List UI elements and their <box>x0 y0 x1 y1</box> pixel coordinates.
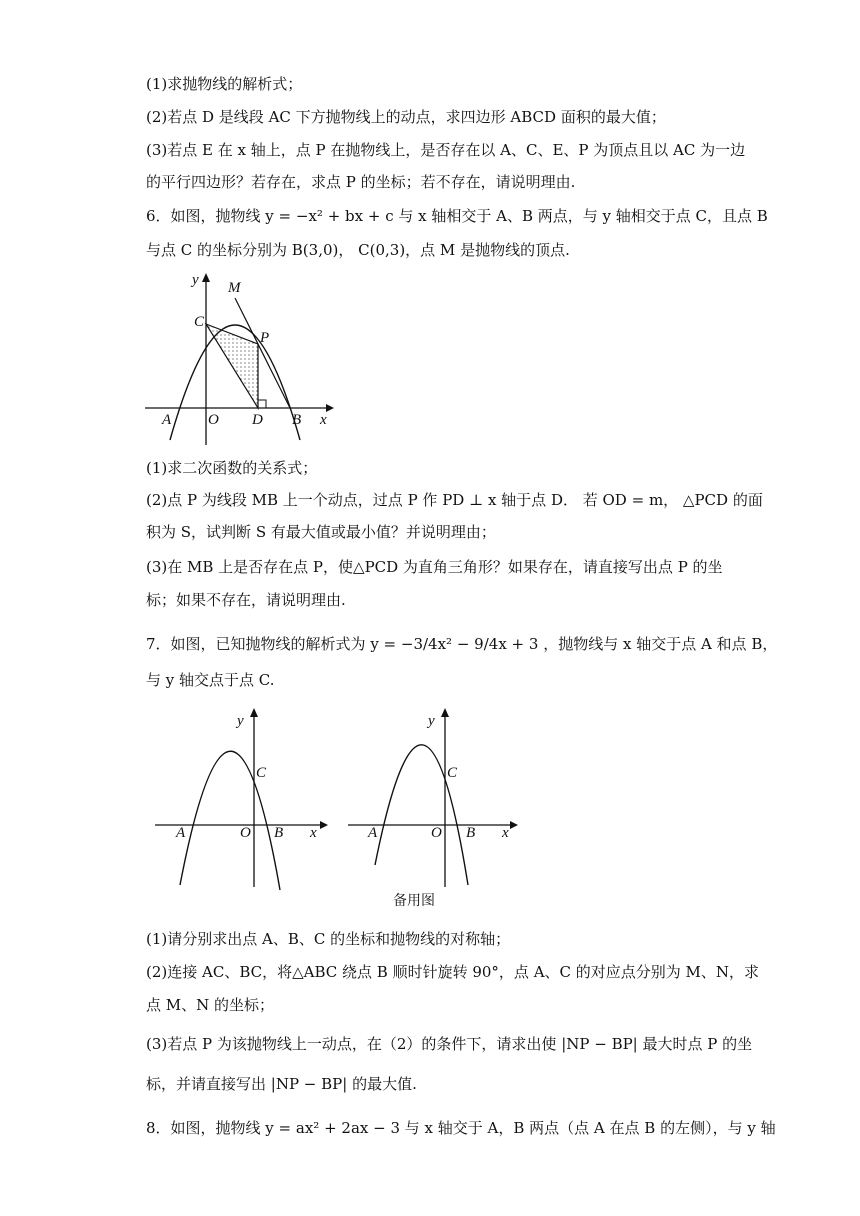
fig7a-label-B: B <box>274 825 284 841</box>
fig6-label-D: D <box>252 412 263 428</box>
fig7b-label-O: O <box>431 825 442 841</box>
text-line: (3)若点 P 为该抛物线上一动点，在（2）的条件下，请求出使 |NP − BP| 最大时点 P 的坐 <box>146 1035 753 1053</box>
fig6-label-C: C <box>194 314 205 330</box>
fig7a-label-A: A <box>176 825 186 841</box>
text-line: 标，并请直接写出 |NP − BP| 的最大值. <box>146 1075 417 1093</box>
figure-problem-6 <box>140 270 340 450</box>
fig6-label-x: x <box>320 412 327 428</box>
text-line: (1)求二次函数的关系式； <box>146 459 318 477</box>
text-line: 与点 C 的坐标分别为 B(3,0)， C(0,3)，点 M 是抛物线的顶点. <box>146 241 570 259</box>
fig7a-label-C: C <box>256 765 267 781</box>
text-line: (2)点 P 为线段 MB 上一个动点，过点 P 作 PD ⊥ x 轴于点 D． 若 OD = m， △PCD 的面 <box>146 491 763 509</box>
fig7a-label-x: x <box>310 825 317 841</box>
text-line: 积为 S，试判断 S 有最大值或最小值？并说明理由； <box>146 523 496 541</box>
fig7b-label-B: B <box>466 825 476 841</box>
fig7b-label-y: y <box>428 713 435 729</box>
text-line: 与 y 轴交点于点 C. <box>146 671 275 689</box>
fig7a-label-y: y <box>237 713 244 729</box>
text-line: (2)连接 AC、BC，将△ABC 绕点 B 顺时针旋转 90°，点 A、C 的对应点分别为 M、N，求 <box>146 963 760 981</box>
fig6-label-M: M <box>228 280 241 296</box>
fig7b-label-A: A <box>368 825 378 841</box>
text-line: 8．如图，抛物线 y = ax² + 2ax − 3 与 x 轴交于 A，B 两点（点 A 在点 B 的左侧），与 y 轴 <box>146 1119 776 1137</box>
text-line: (1)求抛物线的解析式； <box>146 75 303 93</box>
fig6-label-y: y <box>192 272 199 288</box>
figure-problem-7 <box>150 705 530 895</box>
text-line: (3)在 MB 上是否存在点 P，使△PCD 为直角三角形？如果存在，请直接写出点 P 的坐 <box>146 558 723 576</box>
fig6-label-P: P <box>260 330 270 346</box>
text-line: 7．如图，已知抛物线的解析式为 y = −3/4x² − 9/4x + 3 ，抛物线与 x 轴交于点 A 和点 B， <box>146 635 778 653</box>
fig7b-label-C: C <box>447 765 458 781</box>
text-line: 6．如图，抛物线 y = −x² + bx + c 与 x 轴相交于 A、B 两点，与 y 轴相交于点 C，且点 B <box>146 207 768 225</box>
fig6-label-A: A <box>162 412 172 428</box>
text-line: 点 M、N 的坐标； <box>146 996 275 1014</box>
fig6-label-O: O <box>208 412 219 428</box>
text-line: (3)若点 E 在 x 轴上，点 P 在抛物线上，是否存在以 A、C、E、P 为顶点且以 AC 为一边 <box>146 141 746 159</box>
fig7a-label-O: O <box>240 825 251 841</box>
text-line: (1)请分别求出点 A、B、C 的坐标和抛物线的对称轴； <box>146 930 511 948</box>
figure-caption: 备用图 <box>393 893 435 909</box>
fig7b-label-x: x <box>502 825 509 841</box>
text-line: (2)若点 D 是线段 AC 下方抛物线上的动点，求四边形 ABCD 面积的最大值； <box>146 108 666 126</box>
text-line: 标；如果不存在，请说明理由. <box>146 591 346 609</box>
text-line: 的平行四边形？若存在，求点 P 的坐标；若不存在，请说明理由. <box>146 173 576 191</box>
fig6-label-B: B <box>292 412 302 428</box>
